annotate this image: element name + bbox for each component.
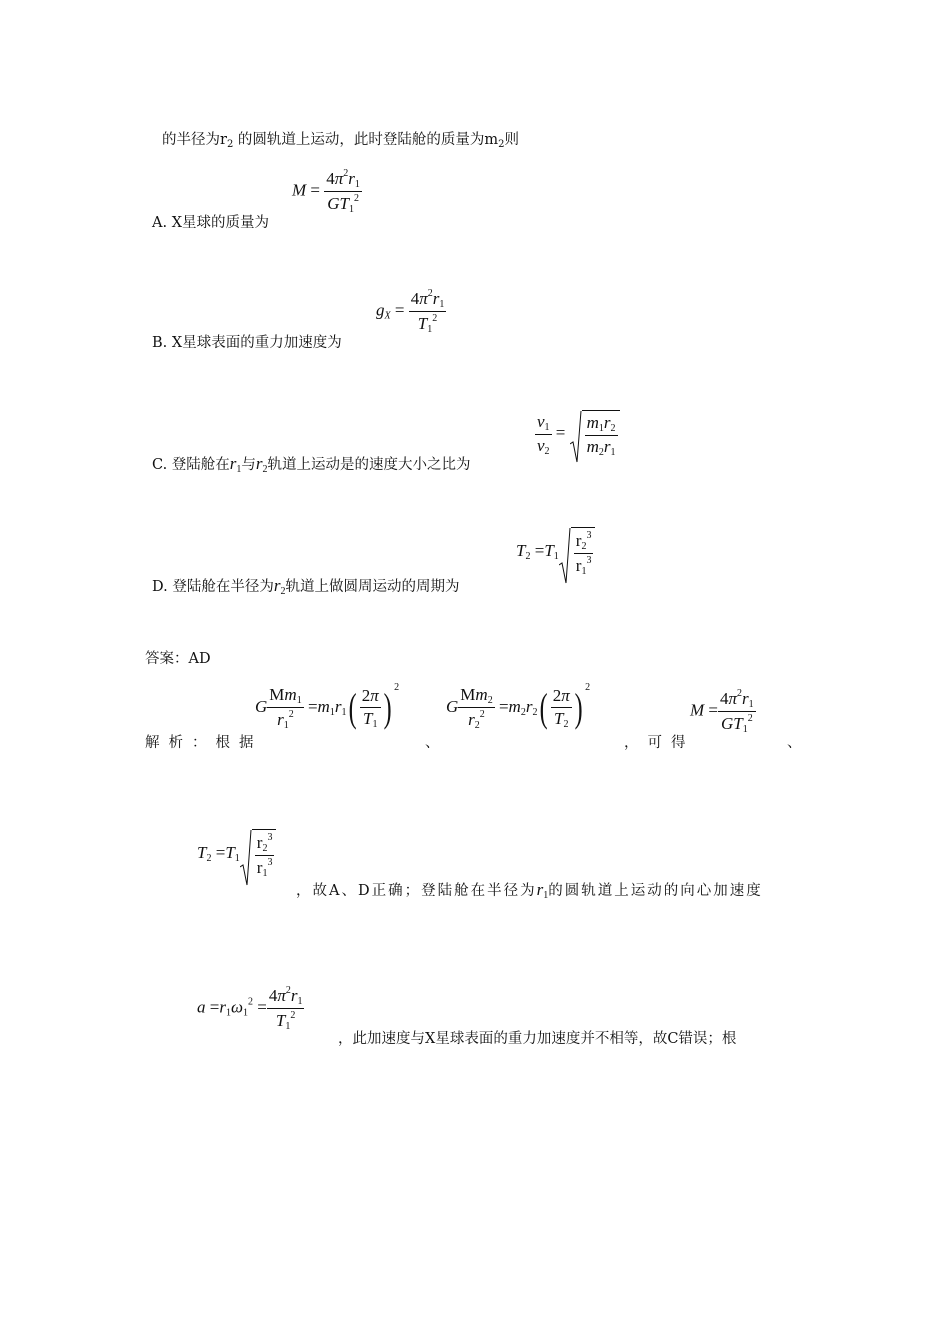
analysis-sep-3: 、 (787, 735, 802, 751)
analysis-line-2: ，故A、D正确；登陆舱在半径为$r_1$的圆轨道上运动的向心加速度 (296, 880, 763, 901)
analysis-formula-3: M = $\frac{4\pi^2r_1}{GT_1^2}$ (690, 688, 754, 735)
option-a-formula: M = $\frac{4\pi^2r_1}{GT_1^2}$ (292, 168, 360, 215)
option-c-formula: $\frac{v_1}{v_2}$ = $\frac{m_1r_2}{m_2r_1}$ (535, 410, 620, 458)
analysis-formula-1: G $\frac{Mm_1}{r_1^2}$ $=m_1r_1$( $\frac{2\pi}{T_1}$ ) $^2$ (255, 682, 400, 732)
analysis-sep-2: ，可得 (624, 735, 695, 751)
option-a-label: A. X星球的质量为 (152, 215, 270, 231)
intro-line: 的半径为$r_2$ 的圆轨道上运动，此时登陆舱的质量为$m_2$则 (162, 132, 520, 150)
option-c-label: C. 登陆舱在$r_1$与$r_2$轨道上运动是的速度大小之比为 (152, 454, 471, 475)
analysis-prefix: 解析：根据 (145, 735, 263, 751)
option-d-label: D. 登陆舱在半径为$r_2$轨道上做圆周运动的周期为 (152, 576, 460, 597)
analysis-formula-5: $a =r_1\omega_1^2$ = $\frac{4\pi^2r_1}{T_1^2}$ (197, 985, 303, 1032)
option-b-label: B. X星球表面的重力加速度为 (152, 335, 342, 351)
answer-text: 答案：AD (145, 651, 211, 667)
option-d-formula: $T_2 =T_1$ $\frac{r_2^3}{r_1^3}$ (516, 527, 595, 577)
option-b-formula: $g_X$ = $\frac{4\pi^2r_1}{T_1^2}$ (376, 288, 445, 335)
analysis-formula-2: G $\frac{Mm_2}{r_2^2}$ $=m_2r_2$( $\frac{2\pi}{T_2}$ ) $^2$ (446, 682, 591, 732)
analysis-formula-4: $T_2 =T_1$ $\frac{r_2^3}{r_1^3}$ (197, 829, 276, 879)
analysis-line-3: ，此加速度与X星球表面的重力加速度并不相等，故C错误；根 (338, 1031, 737, 1047)
analysis-sep-1: 、 (425, 735, 440, 751)
